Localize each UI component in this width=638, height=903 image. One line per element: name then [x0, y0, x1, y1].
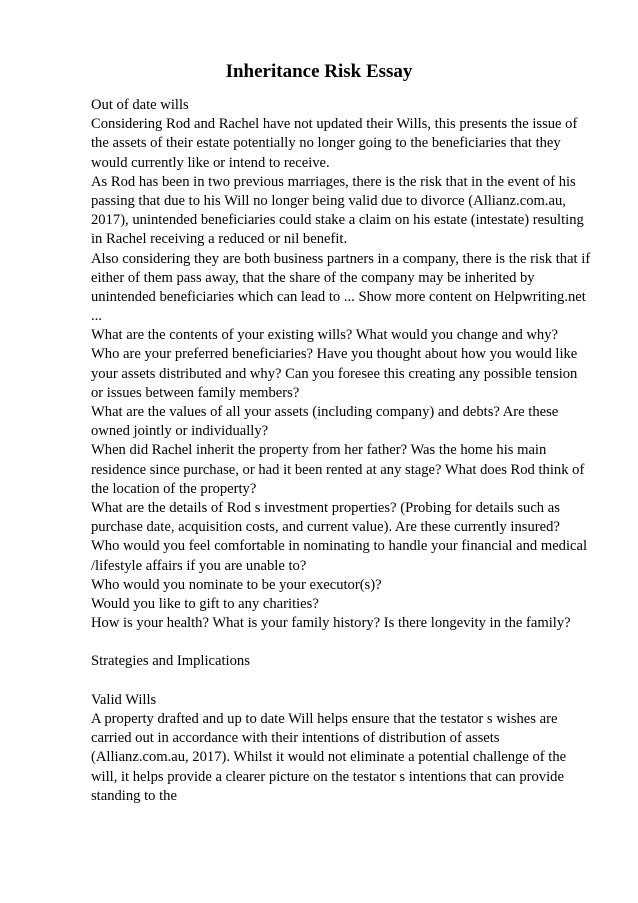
text-line: standing to the [91, 787, 177, 804]
text-line: purchase date, acquisition costs, and current value). Are these currently insured? [91, 519, 560, 536]
text-line: would currently like or intend to receive. [91, 154, 330, 171]
text-line: Who would you feel comfortable in nominating to handle your financial and medical [91, 538, 588, 555]
text-line: /lifestyle affairs if you are unable to? [91, 557, 307, 574]
text-line: in Rachel receiving a reduced or nil benefit. [91, 231, 348, 248]
text-line: What are the values of all your assets (including company) and debts? Are these [91, 404, 559, 420]
text-line: A property drafted and up to date Will helps ensure that the testator s wishes are [91, 711, 558, 727]
text-line: ... [91, 308, 102, 325]
text-line: or issues between family members? [91, 384, 300, 401]
text-line: Who would you nominate to be your executor(s)? [91, 576, 382, 593]
text-line: the assets of their estate potentially no longer going to the beneficiaries that they [91, 135, 561, 152]
text-line: your assets distributed and why? Can you foresee this creating any possible tension [91, 365, 578, 382]
text-line: unintended beneficiaries which can lead to ... Show more content on Helpwriting.net [91, 288, 586, 305]
text-line: Valid Wills [91, 691, 157, 708]
text-line: carried out in accordance with their intentions of distribution of assets [91, 730, 500, 747]
text-line: either of them pass away, that the share of the company may be inherited by [91, 269, 535, 286]
document-body [91, 96, 601, 806]
text-line: residence since purchase, or had it been rented at any stage? What does Rod think of [91, 461, 585, 478]
text-line: will, it helps provide a clearer picture on the testator s intentions that can provide [91, 768, 564, 785]
text-line: 2017), unintended beneficiaries could stake a claim on his estate (intestate) resulting [91, 212, 584, 229]
text-line: (Allianz.com.au, 2017). Whilst it would not eliminate a potential challenge of the [91, 749, 567, 766]
text-line: What are the contents of your existing wills? What would you change and why? [91, 327, 559, 344]
text-line: How is your health? What is your family history? Is there longevity in the family? [91, 615, 571, 632]
text-line: passing that due to his Will no longer being valid due to divorce (Allianz.com.au, [91, 192, 566, 209]
blank-line [91, 672, 601, 691]
blank-line [91, 633, 601, 652]
text-line: As Rod has been in two previous marriages, there is the risk that in the event of his [91, 173, 576, 190]
text-line: Would you like to gift to any charities? [91, 595, 319, 612]
document-title: Inheritance Risk Essay [225, 61, 413, 82]
text-line: the location of the property? [91, 480, 257, 497]
text-line: When did Rachel inherit the property from her father? Was the home his main [91, 442, 547, 459]
text-line: What are the details of Rod s investment properties? (Probing for details such as [91, 499, 560, 516]
text-line: Also considering they are both business partners in a company, there is the risk that if [91, 250, 591, 267]
text-line: owned jointly or individually? [91, 423, 269, 440]
text-line: Considering Rod and Rachel have not updated their Wills, this presents the issue of [91, 116, 578, 133]
text-line: Who are your preferred beneficiaries? Have you thought about how you would like [91, 346, 578, 363]
text-line: Strategies and Implications [91, 653, 250, 670]
text-line: Out of date wills [91, 97, 189, 113]
